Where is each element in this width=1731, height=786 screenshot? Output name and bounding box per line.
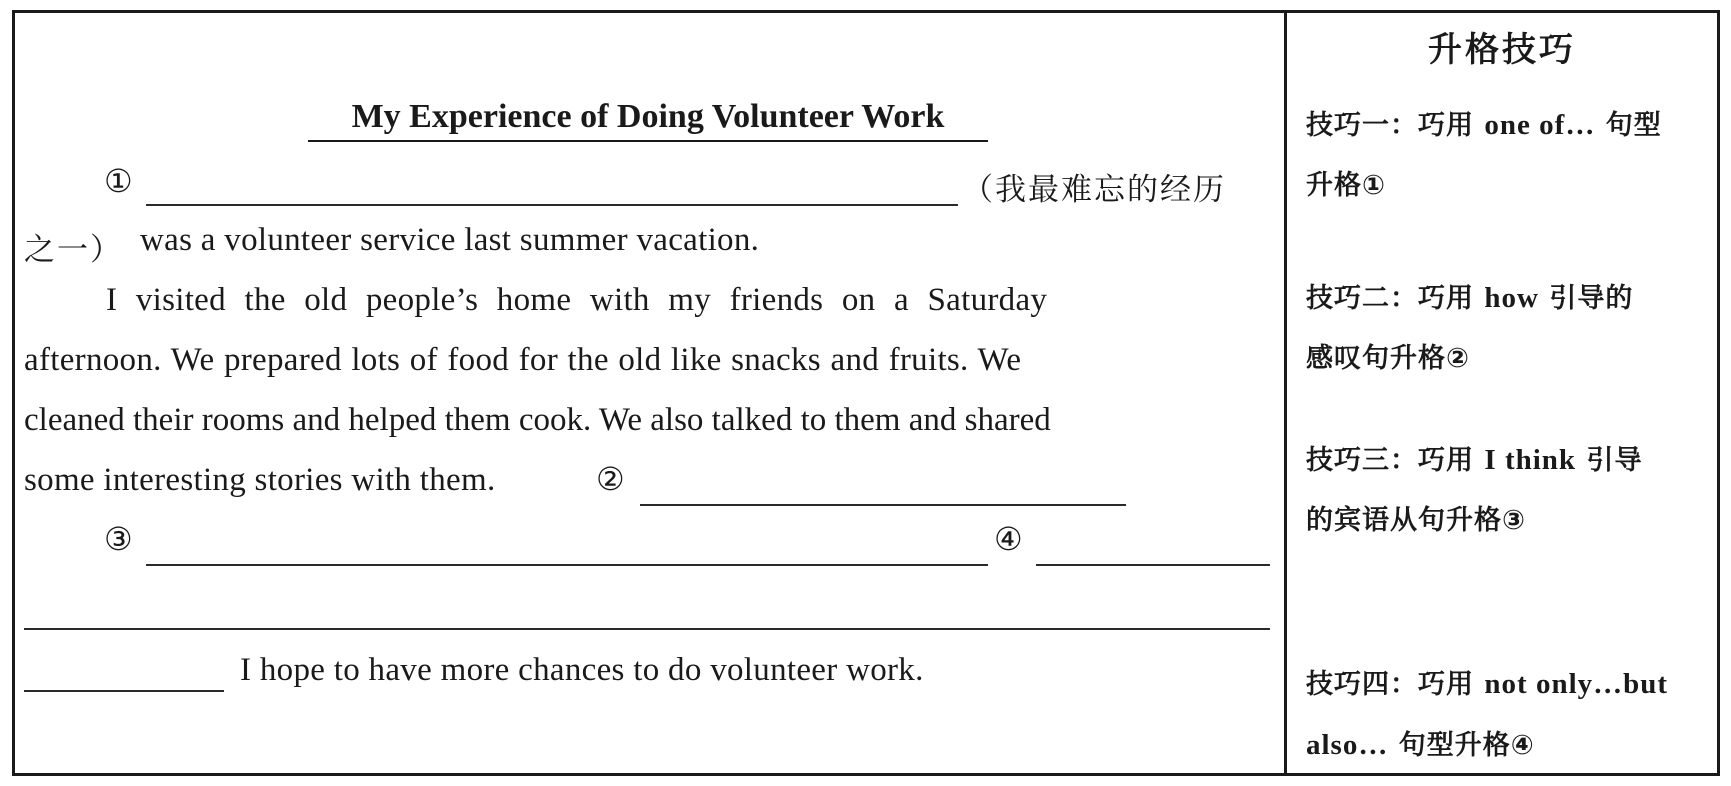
essay-para2-line2: afternoon. We prepared lots of food for the old like snacks and fruits. We	[24, 342, 1022, 378]
essay-para2-line1: I visited the old people’s home with my friends on a Saturday	[106, 282, 1048, 318]
essay-para2-line4: some interesting stories with them.	[24, 462, 496, 498]
blank-1-marker: ①	[104, 162, 133, 200]
blank-3-marker: ③	[104, 520, 133, 558]
essay-para2-line3: cleaned their rooms and helped them cook. We also talked to them and shared	[24, 402, 1051, 438]
tip-1: 技巧一：巧用 one of… 句型 升格①	[1306, 109, 1662, 201]
column-divider	[1284, 10, 1287, 776]
essay-closing: I hope to have more chances to do volunteer work.	[240, 652, 924, 688]
sidebar-heading: 升格技巧	[1428, 30, 1576, 70]
blank-1-hint-continued: 之一）	[24, 232, 123, 268]
blank-2-marker: ②	[596, 460, 625, 498]
blank-2-line[interactable]	[640, 504, 1126, 506]
blank-4-end-line[interactable]	[24, 690, 224, 692]
blank-1-hint: （我最难忘的经历	[962, 172, 1226, 208]
blank-1-line[interactable]	[146, 204, 958, 206]
blank-4-continued-line[interactable]	[24, 628, 1270, 630]
blank-4-line[interactable]	[1036, 564, 1270, 566]
essay-title: My Experience of Doing Volunteer Work	[308, 98, 988, 142]
tip-3: 技巧三：巧用 I think 引导 的宾语从句升格③	[1306, 444, 1643, 536]
blank-3-line[interactable]	[146, 564, 988, 566]
essay-line-2: was a volunteer service last summer vacation.	[140, 222, 760, 258]
tip-2: 技巧二：巧用 how 引导的 感叹句升格②	[1306, 282, 1634, 374]
tip-4: 技巧四：巧用 not only…but also… 句型升格④	[1306, 668, 1669, 761]
blank-4-marker: ④	[994, 520, 1023, 558]
